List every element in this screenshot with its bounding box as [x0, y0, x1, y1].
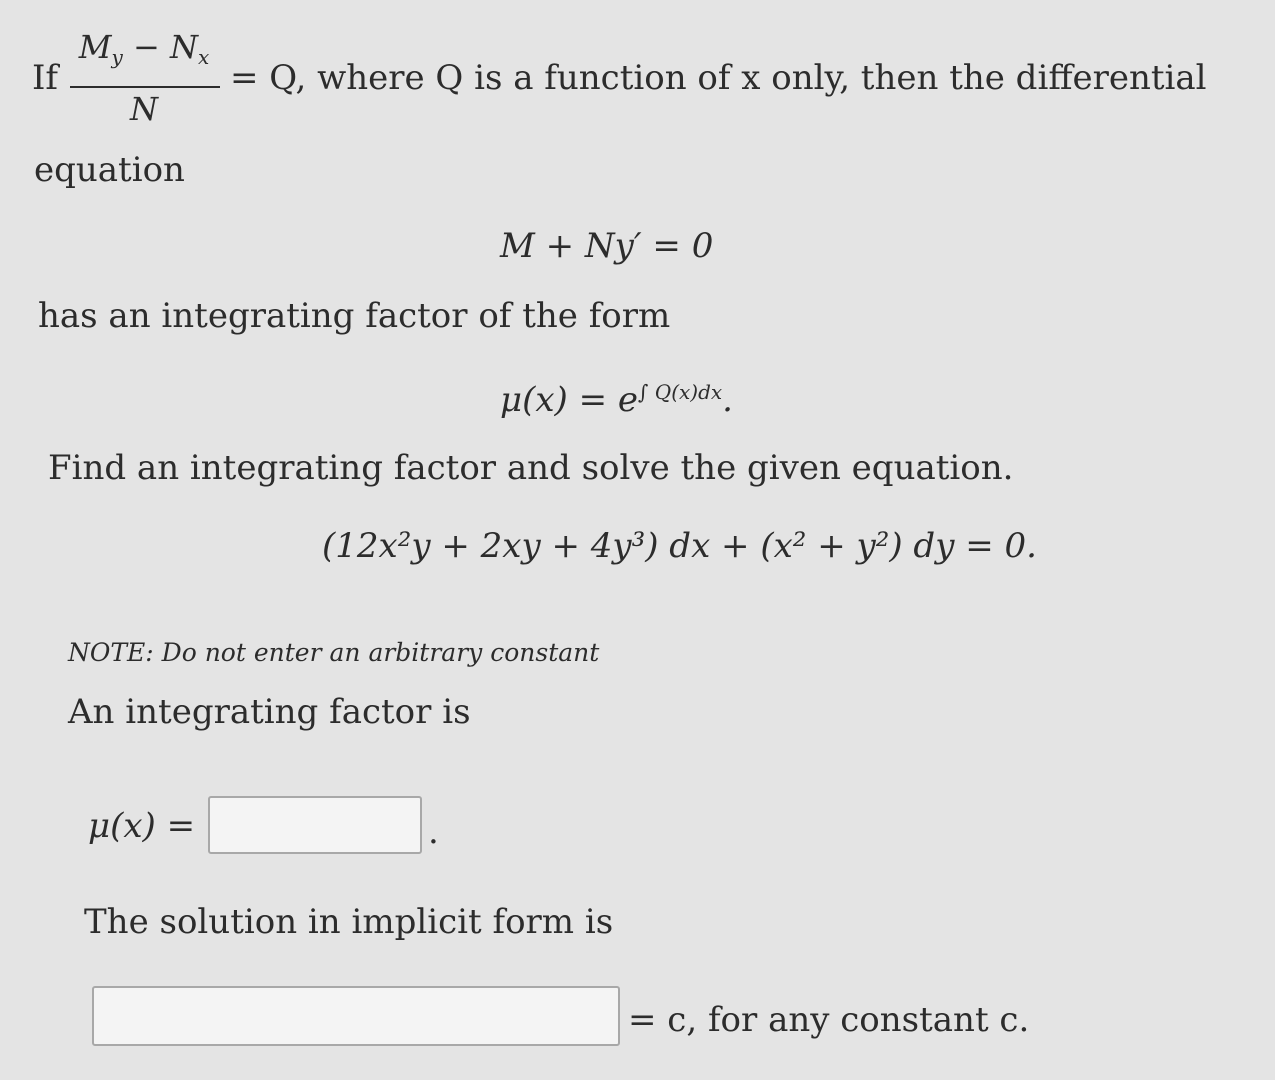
solution-suffix: = c, for any constant c.	[628, 1000, 1030, 1040]
equation-1: M + Ny′ = 0	[500, 226, 714, 266]
fraction-denominator: N	[130, 90, 158, 128]
note-text: NOTE: Do not enter an arbitrary constant	[68, 638, 600, 667]
integrating-factor-intro: has an integrating factor of the form	[38, 296, 671, 336]
condition-text: = Q, where Q is a function of x only, then the differential	[230, 58, 1207, 98]
equation-2: $\mu(x) = e^{\int Q(x)dx}$.	[500, 380, 733, 420]
if-word: If	[32, 58, 59, 98]
fraction-numerator: $M_y - N_x$	[78, 28, 210, 69]
word-equation: equation	[34, 150, 185, 190]
solution-prompt: The solution in implicit form is	[84, 902, 614, 942]
fraction-bar	[70, 86, 220, 88]
mu-label: μ(x) =	[88, 806, 196, 846]
integrating-factor-prompt: An integrating factor is	[68, 692, 471, 732]
task-text: Find an integrating factor and solve the given equation.	[48, 448, 1014, 488]
given-equation: (12x²y + 2xy + 4y³) dx + (x² + y²) dy = 0.	[322, 526, 1037, 566]
solution-input[interactable]	[92, 986, 620, 1046]
mu-trailing: .	[428, 812, 439, 852]
mu-input[interactable]	[208, 796, 422, 854]
fraction	[64, 28, 224, 128]
